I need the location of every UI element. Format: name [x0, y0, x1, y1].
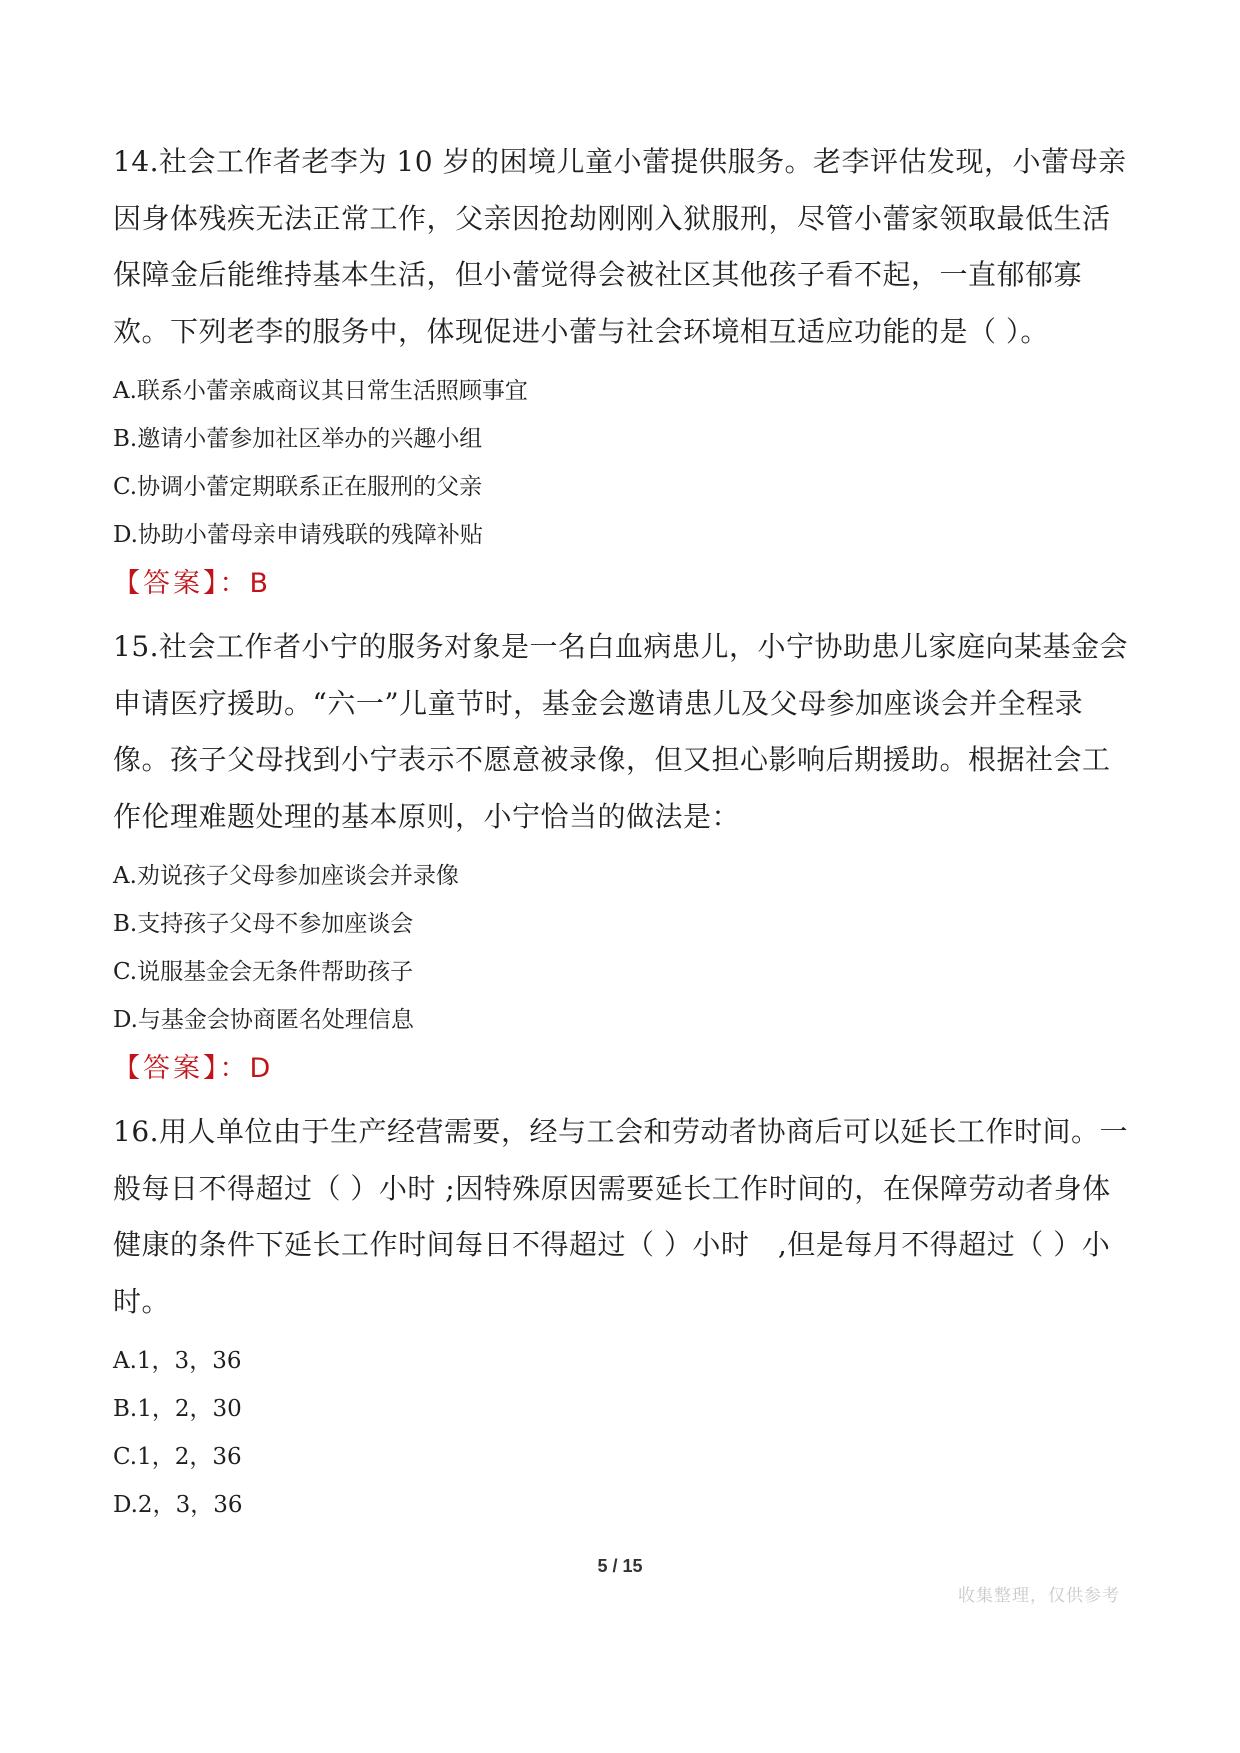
question-14-option-c: C.协调小蕾定期联系正在服刑的父亲: [113, 474, 483, 500]
question-14-option-a: A.联系小蕾亲戚商议其日常生活照顾事宜: [113, 378, 528, 404]
question-14-option-d: D.协助小蕾母亲申请残联的残障补贴: [113, 522, 483, 548]
question-14-answer: 【答案】：B: [113, 568, 272, 599]
question-16-option-c: C.1，2，36: [113, 1444, 242, 1470]
footer-note: 收集整理，仅供参考: [958, 1586, 1120, 1606]
question-15-option-d: D.与基金会协商匿名处理信息: [113, 1007, 414, 1033]
question-16-option-a: A.1，3，36: [113, 1348, 242, 1374]
question-16-stem: 16.用人单位由于生产经营需要，经与工会和劳动者协商后可以延长工作时间。一般每日不得超过（ ）小时 ;因特殊原因需要延长工作时间的，在保障劳动者身体健康的条件下延长工作时间每日不得超过（ ）小时 ,但是每月不得超过（ ）小时。: [113, 1115, 1129, 1318]
question-15-answer: 【答案】：D: [113, 1053, 274, 1084]
question-14-option-b: B.邀请小蕾参加社区举办的兴趣小组: [113, 426, 483, 452]
question-14-stem: 14.社会工作者老李为 10 岁的困境儿童小蕾提供服务。老李评估发现，小蕾母亲因身体残疾无法正常工作，父亲因抢劫刚刚入狱服刑，尽管小蕾家领取最低生活保障金后能维持基本生活，但小蕾觉得会被社区其他孩子看不起，一直郁郁寡欢。下列老李的服务中，体现促进小蕾与社会环境相互适应功能的是（ ）。: [113, 145, 1127, 348]
question-16-option-d: D.2，3，36: [113, 1492, 243, 1518]
question-16-option-b: B.1，2，30: [113, 1396, 242, 1422]
question-15-option-b: B.支持孩子父母不参加座谈会: [113, 911, 414, 937]
question-15-option-c: C.说服基金会无条件帮助孩子: [113, 959, 414, 985]
question-15-option-a: A.劝说孩子父母参加座谈会并录像: [113, 863, 459, 889]
question-15-stem: 15.社会工作者小宁的服务对象是一名白血病患儿，小宁协助患儿家庭向某基金会申请医疗援助。“六一”儿童节时，基金会邀请患儿及父母参加座谈会并全程录像。孩子父母找到小宁表示不愿意被录像，但又担心影响后期援助。根据社会工作伦理难题处理的基本原则，小宁恰当的做法是：: [113, 630, 1129, 833]
page-number: 5 / 15: [597, 1556, 643, 1576]
